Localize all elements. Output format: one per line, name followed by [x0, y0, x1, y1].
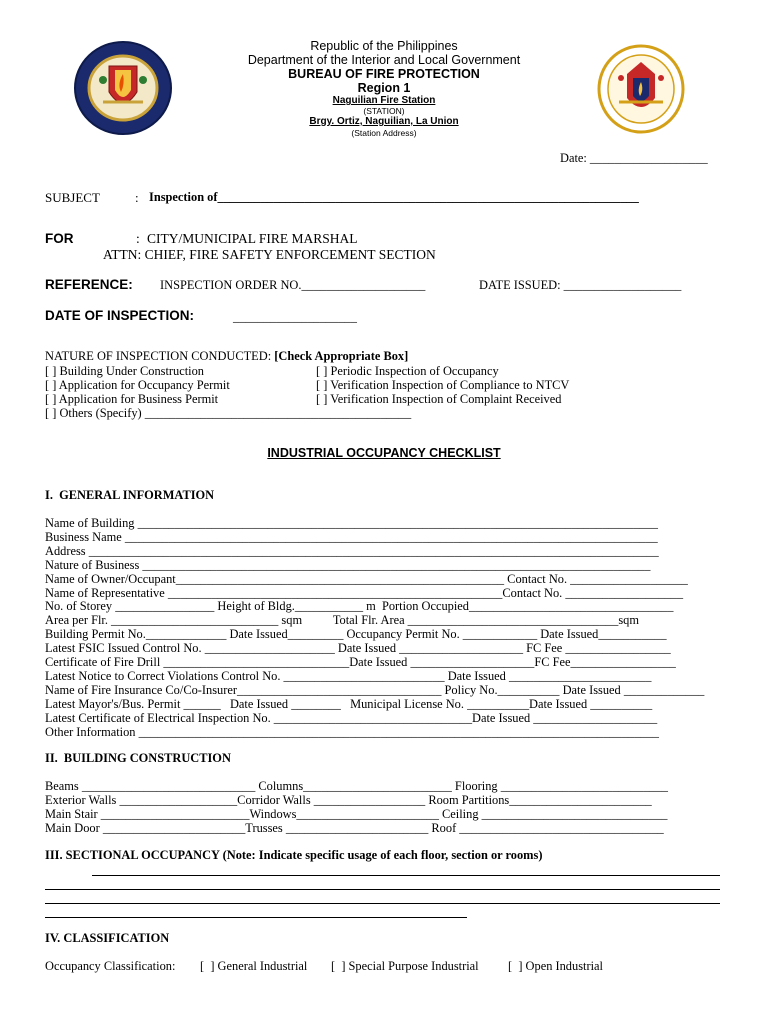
classification-option-special[interactable]: [ ] Special Purpose Industrial [331, 959, 479, 973]
nature-option[interactable]: [ ] Application for Occupancy Permit [45, 378, 230, 392]
form-line[interactable]: Latest FSIC Issued Control No. _____________________ Date Issued ____________________ FC Fee _________________ [45, 641, 671, 656]
nature-option[interactable]: [ ] Others (Specify) ___________________________________________ [45, 406, 412, 420]
form-line[interactable]: Beams ____________________________ Columns________________________ Flooring ___________________________ [45, 779, 668, 793]
region-line: Region 1 [357, 81, 411, 95]
nature-option[interactable]: [ ] Application for Business Permit [45, 392, 219, 406]
sectional-section-title [45, 848, 542, 863]
construction-section-title: II. BUILDING CONSTRUCTION [45, 751, 231, 765]
sectional-blank-line[interactable] [92, 875, 720, 876]
form-line[interactable]: Business Name ______________________________________________________________________________________ [45, 529, 658, 544]
date-field[interactable]: Date: ___________________ [560, 151, 708, 165]
sectional-blank-line[interactable] [45, 903, 720, 904]
nature-option[interactable]: [ ] Verification Inspection of Complaint Received [316, 392, 562, 406]
subject-field[interactable]: Inspection of____________________________________________________________________ [149, 190, 639, 204]
form-line[interactable]: Exterior Walls ___________________Corridor Walls __________________ Room Partitions_______________________ [45, 793, 652, 807]
form-line[interactable]: Address ____________________________________________________________________________________________ [45, 543, 659, 558]
form-line[interactable]: Name of Fire Insurance Co/Co-Insurer_________________________________ Policy No.__________ Date Issued _____________ [45, 682, 705, 697]
sectional-note: (Note: Indicate specific usage of each floor, section or rooms) [222, 848, 543, 862]
for-colon: : [136, 231, 140, 246]
for-label: FOR [45, 231, 74, 246]
inspection-order-field[interactable]: INSPECTION ORDER NO.____________________ [160, 278, 426, 292]
nature-option[interactable]: [ ] Verification Inspection of Compliance to NTCV [316, 378, 570, 392]
nature-title-text: NATURE OF INSPECTION CONDUCTED: [45, 349, 272, 363]
checklist-title: INDUSTRIAL OCCUPANCY CHECKLIST [267, 446, 501, 460]
nature-title [45, 349, 408, 364]
date-of-inspection-field[interactable]: ____________________ [233, 310, 357, 324]
form-line[interactable]: Certificate of Fire Drill ______________________________Date Issued ____________________FC Fee_________________ [45, 655, 676, 669]
form-line[interactable]: Latest Certificate of Electrical Inspection No. ________________________________Date Issued ____________________ [45, 710, 658, 725]
for-value: CITY/MUNICIPAL FIRE MARSHAL [147, 231, 358, 246]
date-of-inspection-label: DATE OF INSPECTION: [45, 308, 195, 323]
nature-hint: [Check Appropriate Box] [274, 349, 409, 363]
occupancy-classification-label: Occupancy Classification: [45, 959, 176, 973]
form-line[interactable]: Nature of Business __________________________________________________________________________________ [45, 557, 651, 572]
form-line[interactable]: Building Permit No._____________ Date Issued_________ Occupancy Permit No. ____________ Date Issued___________ [45, 627, 667, 642]
attn-line: ATTN: CHIEF, FIRE SAFETY ENFORCEMENT SECTION [103, 247, 436, 262]
station-name: Naguilian Fire Station [332, 95, 436, 106]
station-address: Brgy. Ortiz, Naguilian, La Union [309, 116, 459, 127]
form-line[interactable]: Main Stair ________________________Windows_______________________ Ceiling ______________________________ [45, 807, 668, 821]
department-line: Department of the Interior and Local Government [247, 53, 521, 67]
classification-option-open[interactable]: [ ] Open Industrial [508, 959, 603, 973]
form-line[interactable]: Name of Building ____________________________________________________________________________________ [45, 516, 658, 530]
republic-line: Republic of the Philippines [310, 39, 458, 53]
form-line[interactable]: Latest Notice to Correct Violations Control No. __________________________ Date Issued _______________________ [45, 668, 652, 683]
bureau-line: BUREAU OF FIRE PROTECTION [288, 67, 480, 81]
bfp-seal-left-icon [73, 40, 173, 136]
subject-label: SUBJECT [45, 190, 100, 205]
form-line[interactable]: Area per Flr. ___________________________ sqm Total Flr. Area __________________________________sqm [45, 613, 639, 628]
form-line[interactable]: No. of Storey ________________ Height of Bldg.___________ m Portion Occupied_________________________________ [45, 599, 674, 614]
classification-section-title: IV. CLASSIFICATION [45, 931, 170, 945]
form-line[interactable]: Other Information ____________________________________________________________________________________ [45, 724, 659, 739]
sectional-title-text: III. SECTIONAL OCCUPANCY [45, 848, 220, 862]
form-line[interactable]: Latest Mayor's/Bus. Permit ______ Date Issued ________ Municipal License No. __________Date Issued __________ [45, 696, 653, 711]
date-issued-field[interactable]: DATE ISSUED: ___________________ [479, 278, 682, 292]
form-line[interactable]: Name of Owner/Occupant_____________________________________________________ Contact No. ___________________ [45, 571, 688, 586]
address-caption: (Station Address) [351, 128, 417, 138]
station-caption: (STATION) [363, 106, 405, 116]
nature-option[interactable]: [ ] Building Under Construction [45, 364, 204, 378]
sectional-blank-line[interactable] [45, 917, 467, 918]
classification-option-general[interactable]: [ ] General Industrial [200, 959, 308, 973]
subject-colon: : [135, 190, 139, 205]
form-line[interactable]: Main Door _______________________Trusses _______________________ Roof _________________________________ [45, 821, 664, 835]
reference-label: REFERENCE: [45, 277, 133, 292]
form-line[interactable]: Name of Representative ______________________________________________________Contact No. ___________________ [45, 585, 684, 600]
bfp-seal-right-icon [597, 44, 685, 134]
general-section-title: I. GENERAL INFORMATION [45, 488, 215, 502]
nature-option[interactable]: [ ] Periodic Inspection of Occupancy [316, 364, 499, 378]
sectional-blank-line[interactable] [45, 889, 720, 890]
